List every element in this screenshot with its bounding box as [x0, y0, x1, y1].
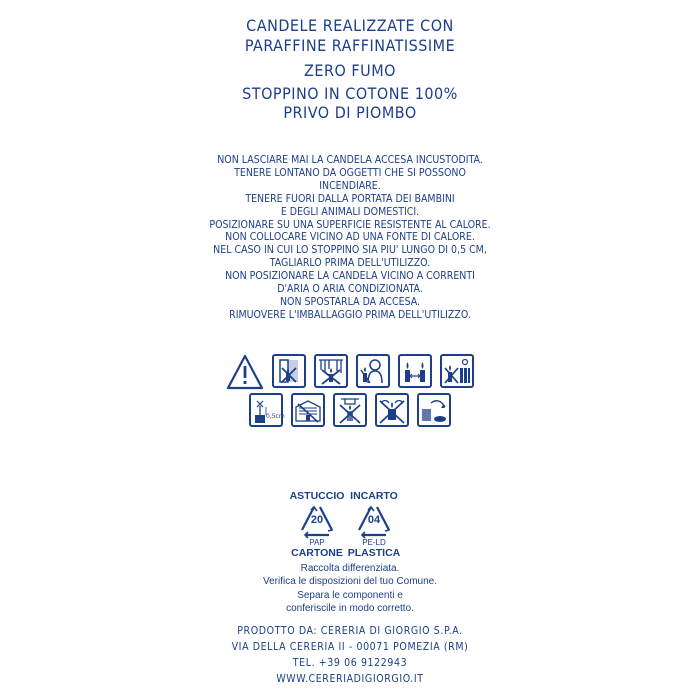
warning-line: NON SPOSTARLA DA ACCESA. [279, 295, 421, 308]
warning-line: NON LASCIARE MAI LA CANDELA ACCESA INCUSTODITA. [217, 154, 483, 166]
disposal-note [0, 562, 700, 616]
header-line-2: PARAFFINE RAFFINATISSIME [244, 36, 456, 55]
disposal-line: Verifica le disposizioni del tuo Comune. [263, 576, 437, 588]
warning-line: POSIZIONARE SU UNA SUPERFICIE RESISTENTE AL CALORE. [209, 218, 491, 231]
disposal-line: conferiscile in modo corretto. [286, 603, 414, 615]
warning-line: TENERE FUORI DALLA PORTATA DEI BAMBINI [245, 192, 455, 205]
recycling-wrap-group [339, 490, 409, 559]
header-line-3: ZERO FUMO [304, 61, 396, 80]
producer-website: WWW.CERERIADIGIORGIO.IT [276, 673, 424, 685]
box-code: PAP [309, 538, 325, 547]
recycle-arrows-icon [356, 504, 392, 538]
wrap-material: PLASTICA [347, 547, 401, 559]
header-line-1: CANDELE REALIZZATE CON [246, 16, 454, 35]
warning-line: NON COLLOCARE VICINO AD UNA FONTE DI CALORE. [225, 231, 475, 244]
warning-line: E DEGLI ANIMALI DOMESTICI. [280, 205, 420, 218]
no-unattended-icon [272, 354, 306, 388]
warning-line: NON POSIZIONARE LA CANDELA VICINO A CORRENTI [225, 270, 475, 283]
warning-line: TAGLIARLO PRIMA DELL'UTILIZZO. [269, 257, 431, 270]
warning-line: INCENDIARE. [319, 179, 381, 192]
candle-spacing-icon [398, 354, 432, 388]
warning-line: TENERE LONTANO DA OGGETTI CHE SI POSSONO [234, 166, 466, 179]
disposal-line: Raccolta differenziata. [300, 563, 400, 574]
wrap-number: 04 [367, 514, 381, 526]
remove-packaging-icon [417, 393, 451, 427]
pictogram-row-1 [0, 354, 700, 390]
header-line-5: PRIVO DI PIOMBO [283, 103, 417, 122]
no-moving-lit-icon [375, 393, 409, 427]
no-heat-source-icon [440, 354, 474, 388]
box-label: ASTUCCIO [289, 490, 345, 502]
no-draft-icon [291, 393, 325, 427]
box-material: CARTONE [291, 547, 343, 559]
pictogram-row-2 [0, 393, 700, 427]
warning-line: RIMUOVERE L'IMBALLAGGIO PRIMA DELL'UTILIZZO. [229, 308, 471, 321]
wrap-label: INCARTO [350, 490, 398, 502]
no-flammable-icon [314, 354, 348, 388]
recycle-arrows-icon [299, 504, 335, 538]
warning-line: NEL CASO IN CUI LO STOPPINO SIA PIU' LUNGO DI 0,5 CM, [213, 244, 487, 257]
no-move-icon [333, 393, 367, 427]
wick-length-label: 0,5cm [266, 413, 285, 420]
keep-from-children-icon [356, 354, 390, 388]
warning-triangle-icon [226, 354, 264, 390]
box-number: 20 [310, 514, 324, 526]
disposal-line: Separa le componenti e [297, 589, 403, 601]
producer-line: VIA DELLA CERERIA II - 00071 POMEZIA (RM) [231, 641, 469, 653]
producer-line: TEL. +39 06 9122943 [292, 657, 408, 669]
warning-text-block [0, 154, 700, 322]
header-line-4: STOPPINO IN COTONE 100% [242, 84, 458, 103]
warning-line: D'ARIA O ARIA CONDIZIONATA. [277, 283, 423, 296]
producer-block [0, 623, 700, 687]
wick-trim-icon [249, 393, 283, 427]
wrap-code: PE-LD [362, 538, 386, 547]
producer-line: PRODOTTO DA: CERERIA DI GIORGIO S.P.A. [237, 625, 463, 637]
